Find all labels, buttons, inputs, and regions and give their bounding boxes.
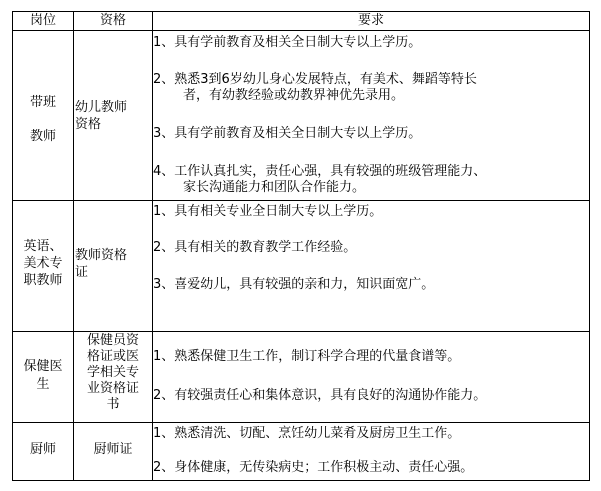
requirement-text: 2、熟悉3到6岁幼儿身心发展特点，有美术、舞蹈等特长 [153,72,477,87]
position-cell [13,358,73,394]
requirement-item [153,35,421,51]
requirement-text: 1、具有学前教育及相关全日制大专以上学历。 [153,35,422,50]
position-line: 生 [36,377,50,392]
position-cell [13,442,73,458]
requirement-item [153,72,477,104]
requirement-item [153,349,460,365]
qualification-line: 业资格证 [86,381,139,396]
qualification-line: 证 [75,265,89,280]
requirement-text: 1、熟悉清洗、切配、烹饪幼儿菜肴及厨房卫生工作。 [153,426,461,441]
table-border-top [12,11,590,12]
requirement-text: 2、有较强责任心和集体意识，具有良好的沟通协作能力。 [153,388,487,403]
header-position: 岗位 [29,13,56,28]
qualification-line: 厨师证 [93,442,133,457]
requirement-text: 3、具有学前教育及相关全日制大专以上学历。 [153,126,422,141]
qualification-line: 资格 [75,117,102,132]
qualification-line: 保健员资 [86,333,139,348]
row-divider-2 [12,331,590,332]
qualification-cell [75,99,151,133]
position-line: 职教师 [23,273,63,288]
qualification-line: 书 [106,397,120,412]
requirement-text: 4、工作认真扎实，责任心强，具有较强的班级管理能力、 [153,164,487,179]
requirement-item [153,388,486,404]
requirement-text: 1、熟悉保健卫生工作，制订科学合理的代量食谱等。 [153,349,461,364]
requirement-item [153,277,434,293]
position-line: 带班 [29,95,56,110]
position-cell [13,238,73,289]
position-cell [13,86,73,154]
position-line: 英语、 [23,239,63,254]
requirement-text-continued: 家长沟通能力和团队合作能力。 [183,180,366,195]
qualification-line: 教师资格 [75,248,128,263]
requirement-text: 1、具有相关专业全日制大专以上学历。 [153,204,383,219]
requirement-item [153,164,486,196]
header-qualification: 资格 [99,13,126,28]
requirement-item [153,460,473,476]
job-requirements-table [12,11,590,481]
header-requirements: 要求 [357,13,384,28]
table-border-bottom [12,480,590,481]
header-divider [12,30,590,31]
requirement-item [153,204,382,220]
requirement-text: 2、具有相关的教育教学工作经验。 [153,240,357,255]
requirement-item [153,126,421,142]
position-line: 美术专 [23,256,63,271]
requirement-text: 3、喜爱幼儿，具有较强的亲和力，知识面宽广。 [153,277,435,292]
requirement-text: 2、身体健康，无传染病史；工作积极主动、责任心强。 [153,460,474,475]
requirement-item [153,426,460,442]
requirement-text-continued: 者，有幼教经验或幼教界神优先录用。 [183,88,405,103]
qualification-line: 幼儿教师 [75,100,128,115]
table-border-right [589,11,590,481]
qualification-line: 格证或医 [86,349,139,364]
position-line: 厨师 [29,442,56,457]
row-divider-3 [12,422,590,423]
qualification-cell [74,333,152,413]
qualification-line: 学相关专 [86,365,139,380]
requirement-item [153,240,356,256]
row-divider-1 [12,200,590,201]
position-line: 保健医 [23,359,63,374]
qualification-cell [75,247,151,281]
qualification-cell [74,442,152,458]
position-line: 教师 [29,129,56,144]
